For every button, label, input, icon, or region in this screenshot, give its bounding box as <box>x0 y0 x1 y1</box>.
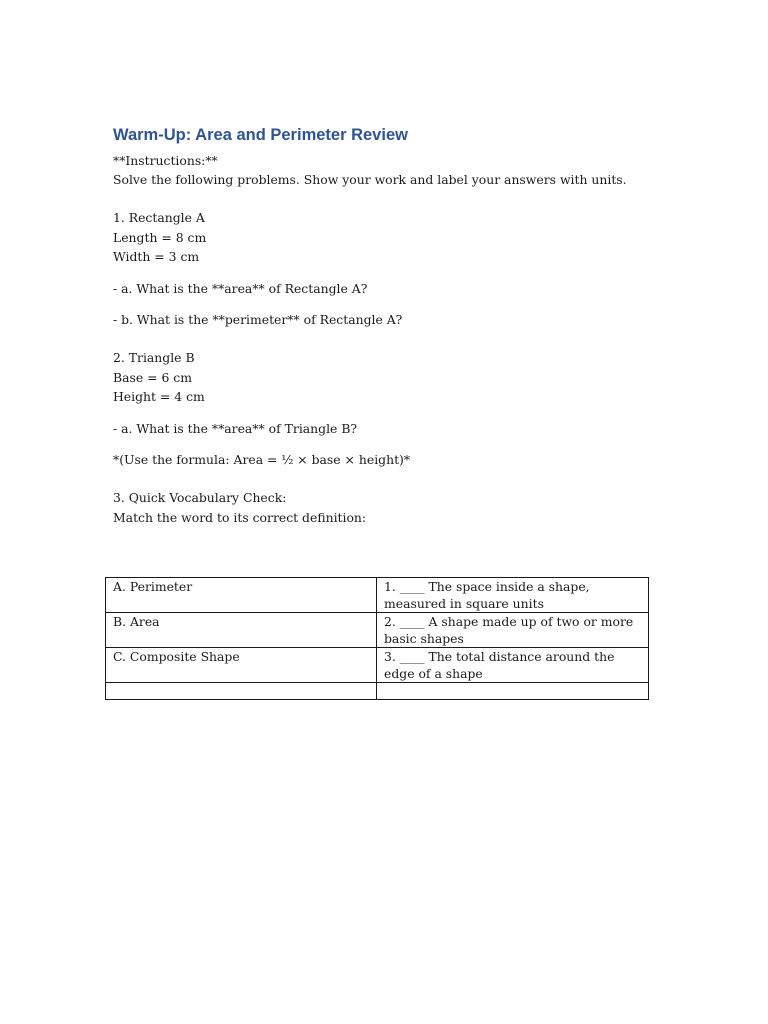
table-row <box>106 578 649 613</box>
problem-1-heading: 1. Rectangle A <box>113 210 205 226</box>
problem-2-heading: 2. Triangle B <box>113 350 195 366</box>
problem-2-formula: *(Use the formula: Area = ½ × base × height)* <box>113 452 411 468</box>
problem-2-base: Base = 6 cm <box>113 369 192 385</box>
table-row <box>106 613 649 648</box>
worksheet-title: Warm-Up: Area and Perimeter Review <box>113 126 408 144</box>
problem-1 <box>113 208 653 329</box>
table-row-empty <box>106 683 649 700</box>
problem-1-length: Length = 8 cm <box>113 229 207 245</box>
problem-3 <box>113 488 653 526</box>
problem-1-question-b: - b. What is the **perimeter** of Rectangle A? <box>113 312 403 328</box>
vocabulary-table <box>105 577 649 700</box>
problem-1-width: Width = 3 cm <box>113 248 200 264</box>
definition-cell: 2. ____ A shape made up of two or more basic shapes <box>377 613 649 648</box>
worksheet <box>113 124 653 527</box>
instructions-text: Solve the following problems. Show your work and label your answers with units. <box>113 172 627 188</box>
problem-2-height: Height = 4 cm <box>113 388 205 404</box>
definition-cell: 1. ____ The space inside a shape, measured in square units <box>377 578 649 613</box>
definition-cell <box>377 683 649 700</box>
table-row <box>106 648 649 683</box>
problem-1-question-a: - a. What is the **area** of Rectangle A? <box>113 280 368 296</box>
problem-2 <box>113 348 653 469</box>
term-cell: C. Composite Shape <box>106 648 377 683</box>
problem-3-heading: 3. Quick Vocabulary Check: <box>113 490 287 506</box>
instructions-label: **Instructions:** <box>113 153 218 168</box>
term-cell <box>106 683 377 700</box>
term-cell: A. Perimeter <box>106 578 377 613</box>
term-cell: B. Area <box>106 613 377 648</box>
problem-2-question-a: - a. What is the **area** of Triangle B? <box>113 420 358 436</box>
problem-3-prompt: Match the word to its correct definition: <box>113 509 367 525</box>
definition-cell: 3. ____ The total distance around the edge of a shape <box>377 648 649 683</box>
